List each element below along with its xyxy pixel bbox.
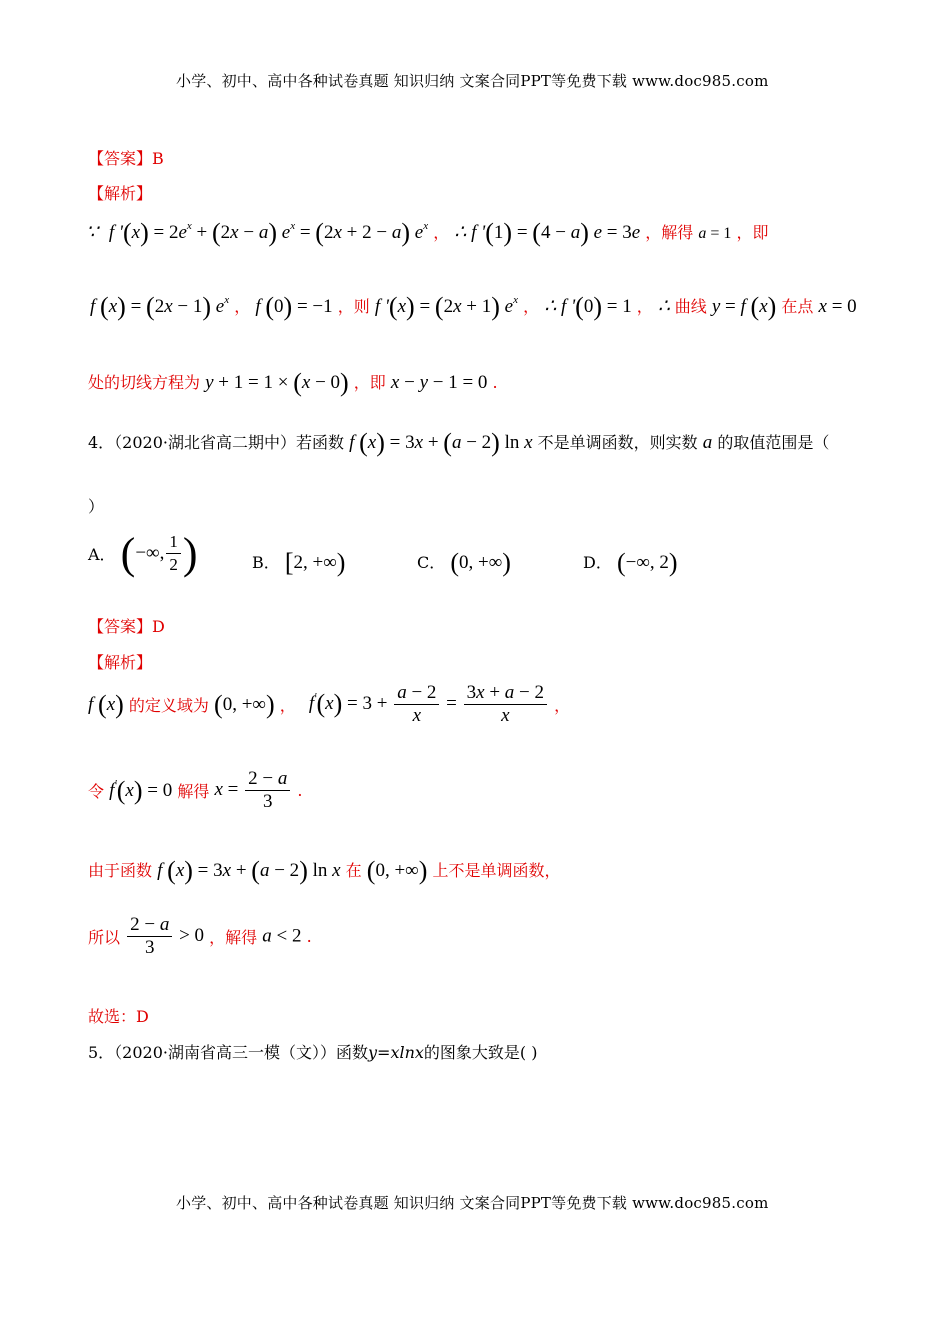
math-expression: y = f (x) [711,292,777,321]
q5-stem: 5．（2020·湖南省高三一模（文））函数y=xlnx的图象大致是( ) [88,1043,538,1062]
q4-analysis-line2: 令 f'(x) = 0 解得 x = $\frac{2 - a}{3}$ . [88,768,303,812]
page-footer: 小学、初中、高中各种试卷真题 知识归纳 文案合同PPT等免费下载 www.doc985.com [176,1194,769,1212]
math-expression: y + 1 = 1 × (x − 0) [205,368,349,397]
q4-analysis-line1: f (x) 的定义域为 (0, +∞) ， f'(x) = 3 + $\frac{a - 2}{x}$ = $\frac{3x + a - 2}{x}$ ， [88,682,571,726]
math-expression: (−∞, 2) [616,548,678,577]
math-expression: x = $\frac{2 - a}{3}$ [214,779,292,800]
q4-answer: 【答案】D [88,617,165,636]
q4-conclusion: 故选：D [88,1007,149,1026]
q4-stem-close: ） [88,497,105,516]
q3-analysis-line2: f (x) = (2x − 1) $e^x$ ， f (0) = −1 ，则 f '(x) = (2x + 1) $e^x$ ， ∴ f '(0) = 1 ， ∴ 曲线 y = f (x) 在点 x = 0 [90,292,857,321]
math-expression: f'(x) = 3 + $\frac{a - 2}{x}$ = $\frac{3x + a - 2}{x}$ [309,693,549,714]
math-expression: f (x) = 3x + (a − 2) ln x [157,856,341,885]
math-expression: a = 1 [698,225,732,242]
q4-option-a[interactable]: A． (−∞, $\frac{1}{2}$ ) [88,529,198,578]
math-expression: (0, +∞) [214,689,275,719]
math-expression: $\frac{2 - a}{3}$ > 0 [125,925,204,946]
q3-answer: 【答案】B [88,149,164,168]
math-expression: (0, +∞) [450,548,511,577]
math-expression: f'(x) = 0 [109,775,173,805]
math-expression: f (0) = −1 [255,292,333,321]
math-expression: f '(x) = (2x + 1) $e^x$ [374,292,518,321]
q4-option-c[interactable]: C． (0, +∞) [417,548,511,577]
q3-analysis-line3: 处的切线方程为 y + 1 = 1 × (x − 0) ，即 x − y − 1 = 0 . [88,368,498,397]
math-expression: a < 2 [262,925,302,947]
math-expression: f (x) = (2x − 1) $e^x$ [90,292,230,321]
q3-analysis-line1: ∵ f '$(x) = 2e^x + (2x - a) e^x = (2x + 2 - a)$ $e^x$ ， ∴ f '(1) = (4 − a) e = 3e ，解得 a = 1 ，即 [86,218,769,247]
q4-analysis-label: 【解析】 [88,653,153,672]
math-expression: f (x) [88,689,124,719]
page-header: 小学、初中、高中各种试卷真题 知识归纳 文案合同PPT等免费下载 www.doc985.com [176,72,769,90]
math-expression: (−∞, $\frac{1}{2}$ ) [120,529,198,578]
q4-analysis-line4: 所以 $\frac{2 - a}{3}$ > 0 ，解得 a < 2 . [88,914,312,958]
math-expression: (0, +∞) [366,856,428,885]
q3-analysis-label: 【解析】 [88,184,153,203]
math-expression: f (x) = 3x + (a − 2) ln x [349,428,533,457]
math-expression: x = 0 [818,296,857,317]
q4-analysis-line3: 由于函数 f (x) = 3x + (a − 2) ln x 在 (0, +∞) 上不是单调函数， [88,856,561,885]
q4-option-d[interactable]: D． (−∞, 2) [583,548,678,577]
math-expression: ∴ f '(0) = 1 [544,292,632,321]
math-expression: x − y − 1 = 0 [390,372,488,393]
math-expression: ∴ f '(1) = (4 − a) e = 3e [454,218,641,247]
q4-option-b[interactable]: B． [2, +∞) [252,548,346,577]
math-expression: ∵ f '$(x) = 2e^x + (2x - a) e^x = (2x + 2 - a)$ $e^x$ [86,218,429,247]
q4-stem: 4．（2020·湖北省高二期中）若函数 f (x) = 3x + (a − 2) ln x 不是单调函数，则实数 a 的取值范围是（ [88,428,830,457]
math-expression: [2, +∞) [284,548,346,577]
